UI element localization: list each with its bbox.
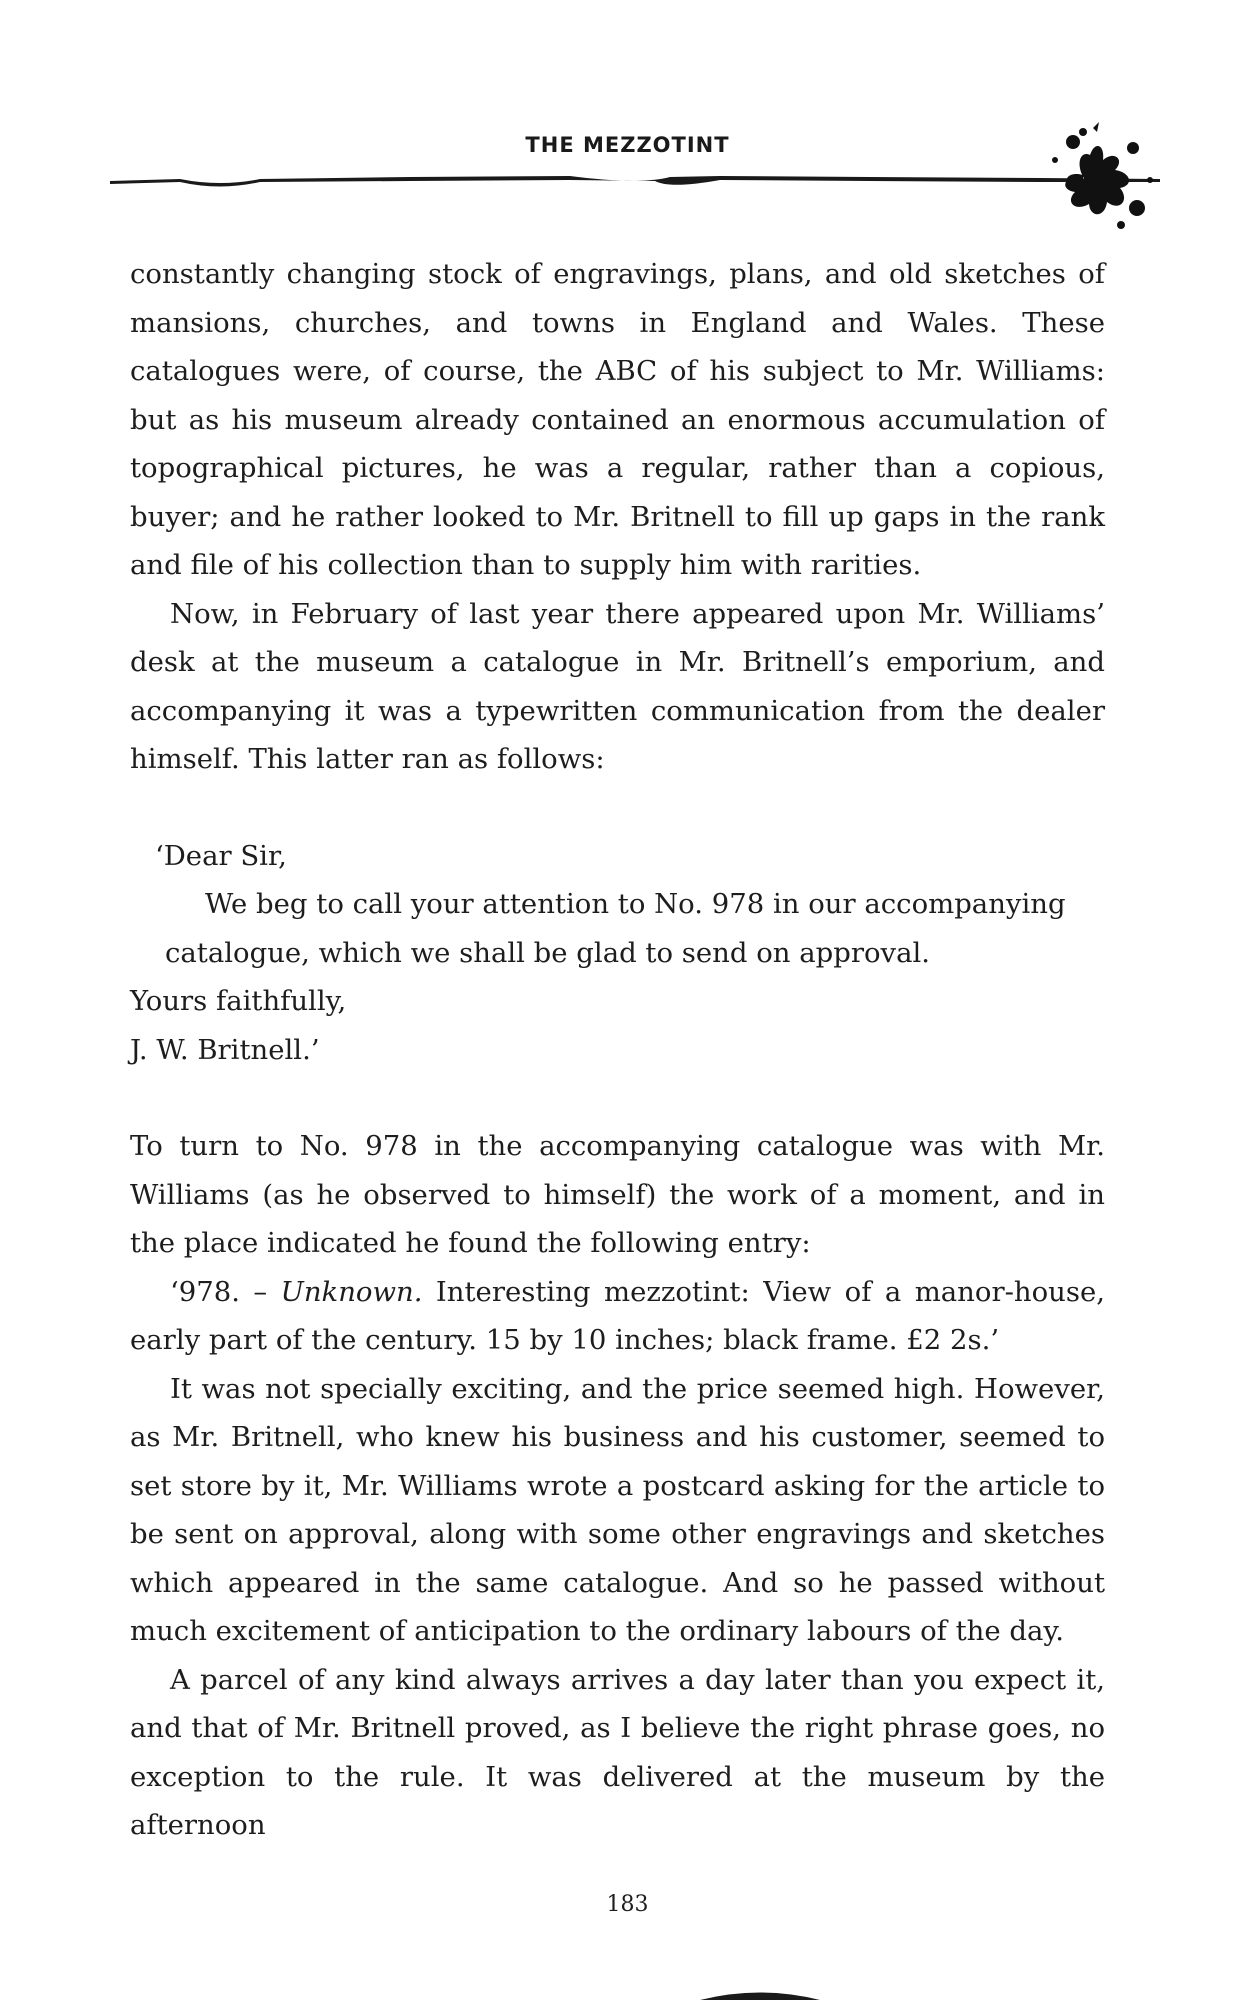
paragraph-continuation: constantly changing stock of engravings, plans, and old sketches of mansions, churches, and towns in England and Wales. These catalogues were, of course, the ABC of his subject to Mr. Williams: but as his museum already contained an enormous accumulation of topographical pictures, he was a regular, rather than a copious, buyer; and he rather looked to Mr. Britnell to fill up gaps in the rank and file of his collection than to supply him with rarities. [130, 258, 1105, 581]
bottom-edge-mark [700, 1985, 820, 2000]
page-body [130, 250, 1105, 1850]
paragraph: Now, in February of last year there appeared upon Mr. Williams’ desk at the museum a catalogue in Mr. Britnell’s emporium, and accompanying it was a typewritten communication from the dealer himself. This latter ran as follows: [130, 597, 1105, 775]
quoted-letter [130, 832, 1105, 1075]
entry-italic: Unknown. [280, 1275, 423, 1308]
page-number: 183 [606, 1892, 649, 1917]
ink-splatter-icon [1025, 120, 1170, 240]
entry-rest: Interesting mezzotint: View of a manor-house, early part of the century. 15 by 10 inches; black frame. £2 2s.’ [130, 1275, 1105, 1356]
entry-prefix: ‘978. – [170, 1275, 281, 1308]
letter-signature: J. W. Britnell.’ [130, 1033, 320, 1066]
paragraph: A parcel of any kind always arrives a day later than you expect it, and that of Mr. Britnell proved, as I believe the right phrase goes, no exception to the rule. It was delivered at the museum by the afternoon [130, 1663, 1105, 1841]
paragraph: To turn to No. 978 in the accompanying catalogue was with Mr. Williams (as he observed to himself) the work of a moment, and in the place indicated he found the following entry: [130, 1130, 1105, 1259]
letter-salutation: ‘Dear Sir, [155, 839, 287, 872]
header-rule-decoration [110, 155, 1160, 215]
letter-closing: Yours faithfully, [130, 985, 347, 1017]
running-header-title: THE MEZZOTINT [525, 133, 730, 157]
paragraph: It was not specially exciting, and the price seemed high. However, as Mr. Britnell, who knew his business and his customer, seemed to set store by it, Mr. Williams wrote a postcard asking for the article to be sent on approval, along with some other engravings and sketches which appeared in the same catalogue. And so he passed without much excitement of anticipation to the ordinary labours of the day. [130, 1372, 1105, 1647]
catalogue-entry [130, 1268, 1105, 1365]
letter-body: We beg to call your attention to No. 978 in our accompanying catalogue, which we shall be glad to send on approval. [165, 888, 1066, 969]
